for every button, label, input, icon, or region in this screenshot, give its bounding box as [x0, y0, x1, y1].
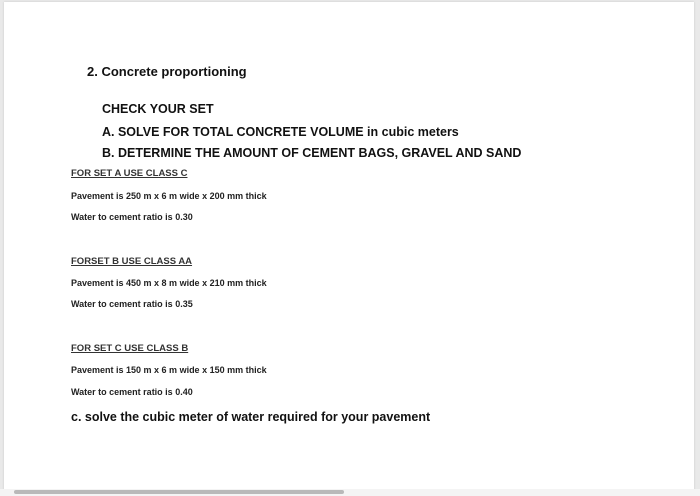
set-c-pavement: Pavement is 150 m x 6 m wide x 150 mm thick — [71, 365, 267, 375]
set-c-ratio: Water to cement ratio is 0.40 — [71, 387, 193, 397]
set-a-pavement: Pavement is 250 m x 6 m wide x 200 mm thick — [71, 191, 267, 201]
set-b-pavement: Pavement is 450 m x 8 m wide x 210 mm thick — [71, 278, 267, 288]
set-a-ratio: Water to cement ratio is 0.30 — [71, 212, 193, 222]
instruction-task-c: c. solve the cubic meter of water required for your pavement — [71, 410, 431, 424]
set-b-ratio: Water to cement ratio is 0.35 — [71, 299, 193, 309]
instruction-check-set: CHECK YOUR SET — [102, 102, 214, 116]
set-a-header: FOR SET A USE CLASS C — [71, 168, 188, 179]
set-b-header: FORSET B USE CLASS AA — [71, 256, 193, 267]
instruction-task-a: A. SOLVE FOR TOTAL CONCRETE VOLUME in cubic meters — [102, 125, 459, 139]
scrollbar-thumb[interactable] — [14, 490, 344, 494]
horizontal-scrollbar[interactable] — [0, 489, 700, 496]
section-heading: 2. Concrete proportioning — [87, 64, 247, 79]
instruction-task-b: B. DETERMINE THE AMOUNT OF CEMENT BAGS, GRAVEL AND SAND — [102, 146, 522, 160]
set-c-header: FOR SET C USE CLASS B — [71, 343, 189, 354]
document-page — [4, 2, 694, 492]
